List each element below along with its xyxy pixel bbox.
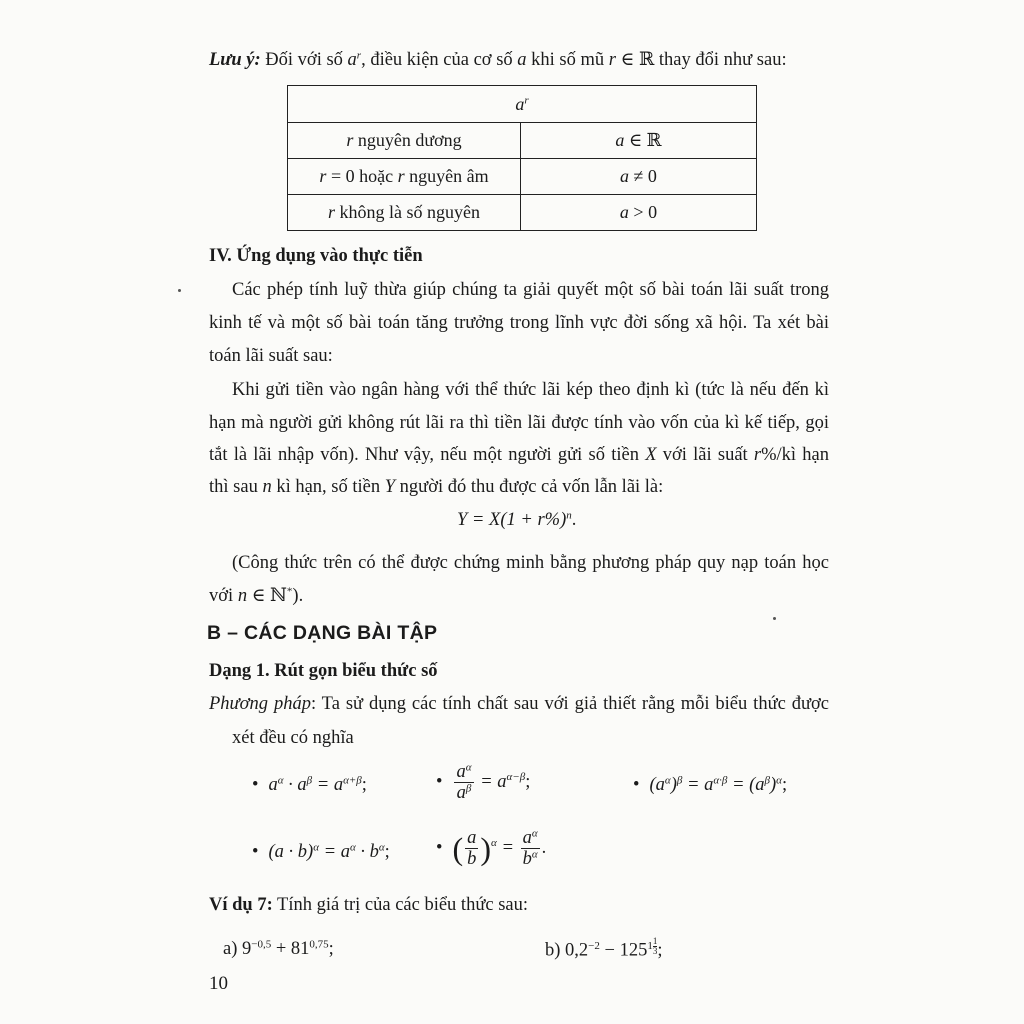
property-product: • $a^\alpha \cdot a^\beta = a^{\alpha+\beta}$; xyxy=(252,774,367,795)
scan-speck xyxy=(178,289,181,292)
paragraph-line: thì sau n kì hạn, số tiền Y người đó thu được cả vốn lẫn lãi là: xyxy=(209,477,664,497)
example-part-b: b) $0,2^{-2} - 125^{1 \frac{1}{3}}$ ; xyxy=(545,936,663,961)
table-cell: r nguyên dương xyxy=(288,123,521,159)
section-iv-title: IV. Ứng dụng vào thực tiễn xyxy=(209,246,423,266)
property-quotient-power: • ( $\frac{a}{b}$ )$^\alpha$ = $\frac{a^\alpha}{b^\alpha}$ . xyxy=(436,827,547,869)
property-power-of-power: • $(a^\alpha)^\beta = a^{\alpha\cdot\beta} = (a^\beta)^\alpha$; xyxy=(633,774,788,795)
table-row xyxy=(288,159,757,195)
section-b-title: B – CÁC DẠNG BÀI TẬP xyxy=(207,622,438,644)
note-line xyxy=(209,48,787,72)
paragraph-line: tắt là lãi nhập vốn). Như vậy, nếu một người gửi số tiền X với lãi suất r%/kì hạn xyxy=(209,445,829,465)
paragraph-line: Các phép tính luỹ thừa giúp chúng ta giải quyết một số bài toán lãi suất trong xyxy=(232,280,829,300)
compound-interest-formula: $Y = X(1 + r\%)^n$. xyxy=(457,509,577,530)
dang1-title: Dạng 1. Rút gọn biểu thức số xyxy=(209,661,438,681)
method-line-2: xét đều có nghĩa xyxy=(232,728,354,748)
paragraph-line: hạn mà người gửi không rút lãi ra thì tiền lãi được tính vào vốn của kì kế tiếp, gọi xyxy=(209,413,829,433)
page-number: 10 xyxy=(209,973,228,994)
property-quotient: • $\frac{a^\alpha}{a^\beta}$ = $a^{\alpha-\beta}$; xyxy=(436,761,531,803)
paragraph-line: với n ∈ ℕ*). xyxy=(209,585,304,606)
note-text-part1: Đối với số $a^r$, điều kiện của cơ số a khi số mũ r ∈ ℝ thay đổi như sau: xyxy=(265,49,787,70)
table-header: $a^r$ xyxy=(288,86,757,123)
paragraph-line: (Công thức trên có thể được chứng minh bằng phương pháp quy nạp toán học xyxy=(232,553,829,573)
scan-speck xyxy=(773,617,776,620)
example-label: Ví dụ 7: xyxy=(209,895,273,915)
paragraph-line: kinh tế và một số bài toán tăng trưởng trong lĩnh vực đời sống xã hội. Ta xét bài xyxy=(209,313,829,333)
table-cell: r không là số nguyên xyxy=(288,195,521,231)
table-cell: a ∈ ℝ xyxy=(521,123,757,159)
table-cell: a ≠ 0 xyxy=(521,159,757,195)
table-cell: r = 0 hoặc r nguyên âm xyxy=(288,159,521,195)
example-part-a: a) $9^{-0,5} + 81^{0,75}$; xyxy=(223,938,334,959)
table-row xyxy=(288,123,757,159)
method-line: Phương pháp: Ta sử dụng các tính chất sau với giả thiết rằng mỗi biểu thức được xyxy=(209,694,830,714)
paragraph-line: Khi gửi tiền vào ngân hàng với thể thức lãi kép theo định kì (tức là nếu đến kì xyxy=(232,380,829,400)
example-7-line xyxy=(209,893,528,917)
method-label: Phương pháp xyxy=(209,694,311,714)
property-product-power: • $(a \cdot b)^\alpha = a^\alpha \cdot b^\alpha$; xyxy=(252,841,390,862)
table-row xyxy=(288,195,757,231)
note-label: Lưu ý: xyxy=(209,50,261,70)
exponent-condition-table xyxy=(287,85,757,231)
example-text: Tính giá trị của các biểu thức sau: xyxy=(277,895,528,915)
paragraph-line: toán lãi suất sau: xyxy=(209,346,333,366)
table-cell: a > 0 xyxy=(521,195,757,231)
